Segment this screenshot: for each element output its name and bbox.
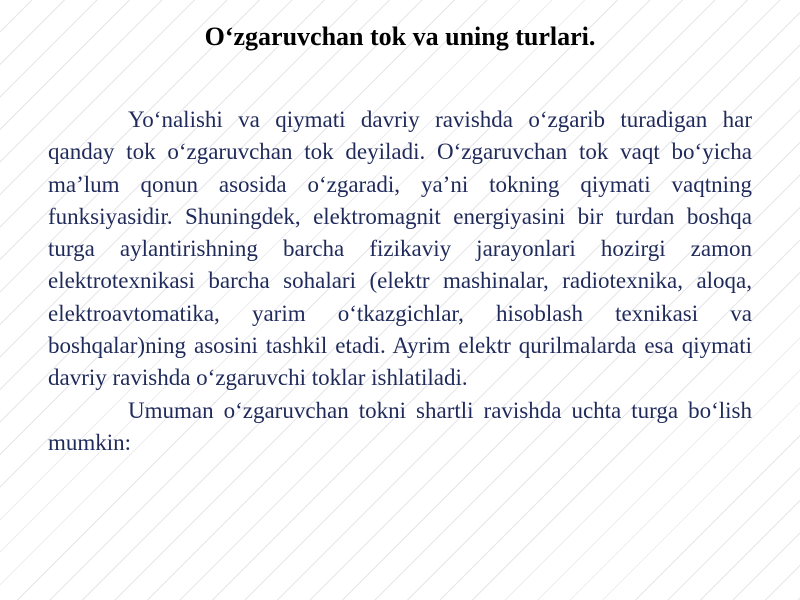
slide-title: O‘zgaruvchan tok va uning turlari. <box>204 22 596 51</box>
slide-body <box>48 104 752 459</box>
body-paragraph-2: Umuman o‘zgaruvchan tokni shartli ravishda uchta turga bo‘lish mumkin: <box>48 397 752 455</box>
body-paragraph-1: Yo‘nalishi va qiymati davriy ravishda o‘zgarib turadigan har qanday tok o‘zgaruvchan tok deyiladi. O‘zgaruvchan tok vaqt bo‘yicha ma’lum qonun asosida o‘zgaradi, ya’ni tokning qiymati vaqtning funksiyasidir. Shuningdek, elektromagnit energiyasini bir turdan boshqa turga aylantirishning barcha fizikaviy jarayonlari hozirgi zamon elektrotexnikasi barcha sohalari (elektr mashinalar, radiotexnika, aloqa, elektroavtomatika, yarim o‘tkazgichlar, hisoblash texnikasi va boshqalar)ning asosini tashkil etadi. Ayrim elektr qurilmalarda esa qiymati davriy ravishda o‘zgaruvchi toklar ishlatiladi. <box>48 107 752 391</box>
